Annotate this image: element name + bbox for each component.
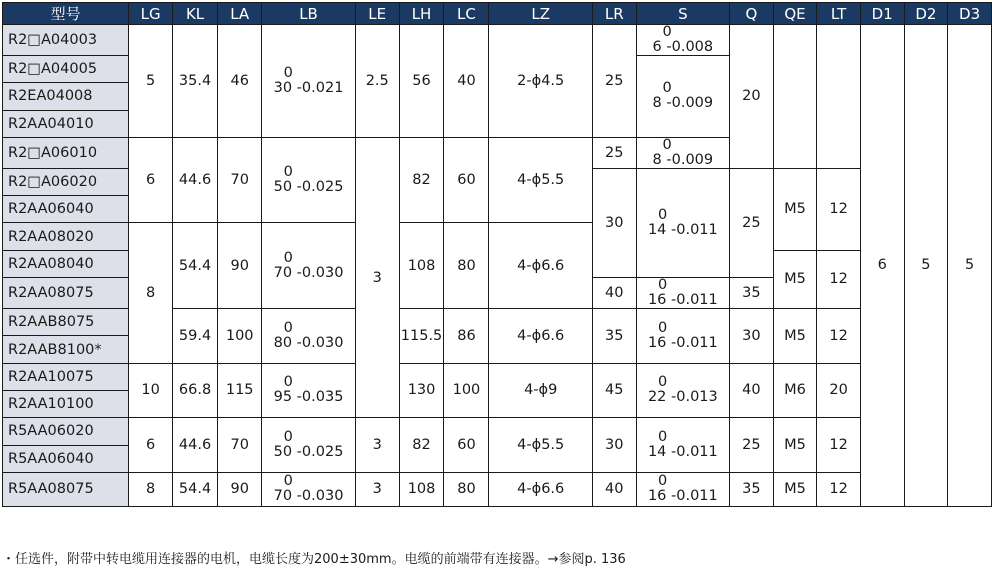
model-cell: R2AAB8100* [3, 336, 129, 363]
lh-cell: 82 [399, 418, 444, 473]
model-cell: R2AA06040 [3, 196, 129, 223]
lc-cell: 40 [444, 25, 489, 138]
qe-cell: M5 [773, 250, 817, 308]
q-cell: 20 [730, 25, 774, 169]
lr-cell: 30 [593, 418, 637, 473]
la-cell: 46 [218, 25, 262, 138]
model-cell: R2□A04005 [3, 56, 129, 83]
model-cell: R2AA04010 [3, 110, 129, 137]
col-header-d1: D1 [860, 3, 904, 25]
qe-cell: M5 [773, 168, 817, 250]
lz-cell: 4-ϕ5.5 [489, 418, 593, 473]
col-header-lz: LZ [489, 3, 593, 25]
table-row [3, 472, 992, 506]
lh-cell: 56 [399, 25, 444, 138]
le-cell: 2.5 [355, 25, 399, 138]
lh-cell: 115.5 [399, 309, 444, 364]
lz-cell: 2-ϕ4.5 [489, 25, 593, 138]
kl-cell: 44.6 [172, 418, 217, 473]
lb-cell: 0 80 -0.030 [262, 309, 356, 364]
model-cell: R2AA10075 [3, 363, 129, 390]
col-header-lc: LC [444, 3, 489, 25]
model-cell: R2AAB8075 [3, 309, 129, 336]
footnote: ・任选件，附带中转电缆用连接器的电机，电缆长度为200±30mm。电缆的前端带有连接器。→参阅p. 136 [2, 552, 626, 567]
col-header-lh: LH [399, 3, 444, 25]
table-row [3, 363, 992, 390]
col-header-lr: LR [593, 3, 637, 25]
model-cell: R2AA08020 [3, 223, 129, 250]
qe-cell: M5 [773, 472, 817, 506]
model-cell: R2□A06010 [3, 137, 129, 168]
s-cell: 0 8 -0.009 [636, 137, 730, 168]
la-cell: 90 [218, 472, 262, 506]
model-cell: R2AA08040 [3, 250, 129, 277]
qe-cell: M6 [773, 363, 817, 418]
table-row [3, 418, 992, 445]
q-cell: 35 [730, 472, 774, 506]
s-cell: 0 8 -0.009 [636, 56, 730, 138]
s-cell: 0 16 -0.011 [636, 278, 730, 309]
lc-cell: 60 [444, 418, 489, 473]
model-cell: R2□A04003 [3, 25, 129, 56]
lt-cell: 12 [817, 472, 861, 506]
table-row [3, 25, 992, 56]
qe-cell: M5 [773, 309, 817, 364]
lb-cell: 0 50 -0.025 [262, 137, 356, 223]
model-cell: R2EA04008 [3, 83, 129, 110]
la-cell: 100 [218, 309, 262, 364]
q-cell: 25 [730, 418, 774, 473]
s-cell: 0 14 -0.011 [636, 418, 730, 473]
lc-cell: 80 [444, 472, 489, 506]
col-header-le: LE [355, 3, 399, 25]
col-header-qe: QE [773, 3, 817, 25]
lg-cell: 5 [129, 25, 173, 138]
col-header-la: LA [218, 3, 262, 25]
lt-cell: 12 [817, 250, 861, 308]
lh-cell: 130 [399, 363, 444, 418]
dimension-table [2, 2, 992, 507]
lz-cell: 4-ϕ6.6 [489, 309, 593, 364]
col-header-lb: LB [262, 3, 356, 25]
q-cell: 30 [730, 309, 774, 364]
d1-cell: 6 [860, 25, 904, 507]
lb-cell: 0 95 -0.035 [262, 363, 356, 418]
kl-cell: 54.4 [172, 223, 217, 309]
lt-cell: 12 [817, 309, 861, 364]
lr-cell: 35 [593, 309, 637, 364]
lc-cell: 80 [444, 223, 489, 309]
s-cell: 0 16 -0.011 [636, 472, 730, 506]
kl-cell: 44.6 [172, 137, 217, 223]
kl-cell: 54.4 [172, 472, 217, 506]
lr-cell: 25 [593, 137, 637, 168]
lg-cell: 6 [129, 137, 173, 223]
model-cell: R2□A06020 [3, 168, 129, 195]
lr-cell: 40 [593, 278, 637, 309]
s-cell: 0 22 -0.013 [636, 363, 730, 418]
lt-cell: 12 [817, 418, 861, 473]
col-header-kl: KL [172, 3, 217, 25]
kl-cell: 59.4 [172, 309, 217, 364]
s-cell: 0 6 -0.008 [636, 25, 730, 56]
lt-cell-empty [817, 25, 861, 169]
col-header-model: 型号 [3, 3, 129, 25]
la-cell: 70 [218, 137, 262, 223]
lh-cell: 108 [399, 472, 444, 506]
model-cell: R2AA10100 [3, 390, 129, 417]
la-cell: 115 [218, 363, 262, 418]
col-header-lt: LT [817, 3, 861, 25]
lg-cell: 6 [129, 418, 173, 473]
col-header-d3: D3 [948, 3, 992, 25]
lh-cell: 108 [399, 223, 444, 309]
lz-cell: 4-ϕ5.5 [489, 137, 593, 223]
q-cell: 40 [730, 363, 774, 418]
lr-cell: 25 [593, 25, 637, 138]
lr-cell: 30 [593, 168, 637, 277]
la-cell: 90 [218, 223, 262, 309]
d3-cell: 5 [948, 25, 992, 507]
header-row [3, 3, 992, 25]
d2-cell: 5 [904, 25, 948, 507]
lc-cell: 86 [444, 309, 489, 364]
lb-cell: 0 70 -0.030 [262, 223, 356, 309]
q-cell: 25 [730, 168, 774, 277]
col-header-lg: LG [129, 3, 173, 25]
lg-cell: 10 [129, 363, 173, 418]
lr-cell: 40 [593, 472, 637, 506]
lc-cell: 60 [444, 137, 489, 223]
lh-cell: 82 [399, 137, 444, 223]
le-cell: 3 [355, 472, 399, 506]
le-cell: 3 [355, 137, 399, 417]
le-cell: 3 [355, 418, 399, 473]
qe-cell: M5 [773, 418, 817, 473]
s-cell: 0 14 -0.011 [636, 168, 730, 277]
col-header-s: S [636, 3, 730, 25]
s-cell: 0 16 -0.011 [636, 309, 730, 364]
model-cell: R5AA06020 [3, 418, 129, 445]
lg-cell: 8 [129, 472, 173, 506]
kl-cell: 66.8 [172, 363, 217, 418]
q-cell: 35 [730, 278, 774, 309]
lg-cell: 8 [129, 223, 173, 363]
qe-cell-empty [773, 25, 817, 169]
model-cell: R5AA06040 [3, 445, 129, 472]
model-cell: R5AA08075 [3, 472, 129, 506]
model-cell: R2AA08075 [3, 278, 129, 309]
lr-cell: 45 [593, 363, 637, 418]
lb-cell: 0 30 -0.021 [262, 25, 356, 138]
lz-cell: 4-ϕ6.6 [489, 223, 593, 309]
la-cell: 70 [218, 418, 262, 473]
lc-cell: 100 [444, 363, 489, 418]
kl-cell: 35.4 [172, 25, 217, 138]
col-header-q: Q [730, 3, 774, 25]
lz-cell: 4-ϕ9 [489, 363, 593, 418]
lz-cell: 4-ϕ6.6 [489, 472, 593, 506]
lt-cell: 12 [817, 168, 861, 250]
lt-cell: 20 [817, 363, 861, 418]
lb-cell: 0 50 -0.025 [262, 418, 356, 473]
col-header-d2: D2 [904, 3, 948, 25]
lb-cell: 0 70 -0.030 [262, 472, 356, 506]
